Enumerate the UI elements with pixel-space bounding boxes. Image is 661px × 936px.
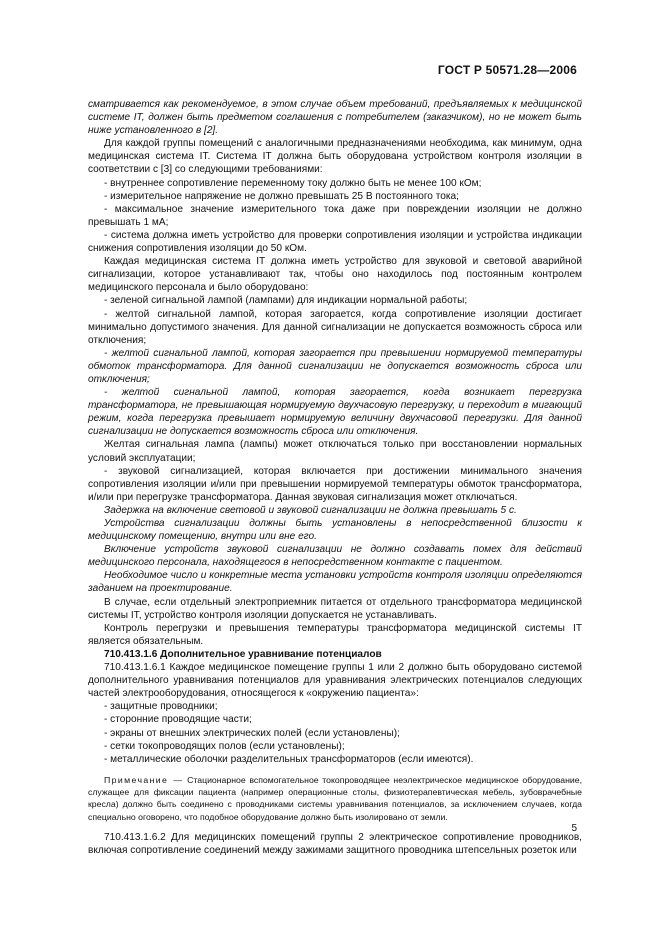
note-text: Стационарное вспомогательное токопроводящее неэлектрическое медицинское оборудование, служащее для фиксации пациента (например операционные столы, физиотерапевтическая мебель, зубоврачебные кресла) должно быть соединено с проводниками системы уравнивания потенциалов, за исключением случаев, когда специально оговорено, что подобное оборудование должно быть изолировано от земли. — [88, 774, 582, 822]
paragraph: - защитные проводники; — [104, 701, 218, 713]
paragraph: - экраны от внешних электрических полей (если установлены); — [104, 727, 400, 739]
paragraph: 710.413.1.6.1 Каждое медицинское помещение группы 1 или 2 должно быть оборудовано системой дополнительного уравнивания потенциалов для уравнивания электрических потенциалов следующих частей электрооборудования, относящегося к «окружению пациента»: — [88, 662, 582, 700]
paragraph: Контроль перегрузки и превышения температуры трансформатора медицинской системы IT является обязательным. — [88, 622, 582, 647]
paragraph: - измерительное напряжение не должно превышать 25 В постоянного тока; — [104, 190, 459, 202]
paragraph: - желтой сигнальной лампой, которая загорается, когда сопротивление изоляции достигает минимально допустимого значения. Для данной сигнализации не допускается возможность сброса или отключения; — [88, 308, 582, 346]
paragraph-list — [88, 98, 582, 766]
paragraph: - система должна иметь устройство для проверки сопротивления изоляции и устройства индикации снижения сопротивления изоляции до 50 кОм. — [88, 229, 582, 255]
paragraph: - сетки токопроводящих полов (если установлены); — [104, 740, 345, 752]
paragraph: Задержка на включение световой и звуковой сигнализации не должна превышать 5 с. — [104, 504, 517, 516]
paragraph: Для каждой группы помещений с аналогичными предназначениями необходима, как минимум, одна медицинская система IT. Система IT должна быть оборудована устройством контроля изоляции в соответствии с [3] со следующими требованиями: — [88, 138, 582, 176]
note-label: Примечание — — [104, 774, 184, 785]
note-paragraph — [88, 774, 582, 823]
paragraph: - желтой сигнальной лампой, которая загорается при превышении нормируемой температуры обмоток трансформатора. Для данной сигнализации не допускается возможность сброса или отключения; — [88, 347, 582, 385]
paragraph: Включение устройств звуковой сигнализации не должно создавать помех для действий медицинского персонала, находящегося в непосредственном контакте с пациентом. — [88, 544, 582, 569]
paragraph: - металлические оболочки разделительных трансформаторов (если имеются). — [104, 753, 474, 765]
paragraph: В случае, если отдельный электроприемник питается от отдельного трансформатора медицинской системы IT, устройство контроля изоляции допускается не устанавливать. — [88, 596, 582, 621]
paragraph: - сторонние проводящие части; — [104, 714, 252, 726]
document-body — [88, 98, 582, 857]
paragraph: Каждая медицинская система IT должна иметь устройство для звуковой и световой аварийной сигнализации, которое устанавливают так, чтобы оно находилось под постоянным контролем медицинского персонала и было оборудовано: — [88, 256, 582, 294]
paragraph: Желтая сигнальная лампа (лампы) может отключаться только при восстановлении нормальных условий эксплуатации; — [88, 439, 582, 464]
document-header: ГОСТ Р 50571.28—2006 — [437, 63, 577, 77]
paragraph: - максимальное значение измерительного тока даже при повреждении изоляции не должно превышать 1 мА; — [88, 203, 582, 228]
paragraph: сматривается как рекомендуемое, в этом случае объем требований, предъявляемых к медицинской системе IT, должен быть предметом соглашения с потребителем (заказчиком), но не может быть ниже установленного в [2]. — [88, 99, 582, 137]
paragraph: Устройства сигнализации должны быть установлены в непосредственной близости к медицинскому помещению, внутри или вне его. — [88, 518, 582, 543]
section-heading: 710.413.1.6 Дополнительное уравнивание потенциалов — [104, 648, 382, 660]
paragraph: - зеленой сигнальной лампой (лампами) для индикации нормальной работы; — [104, 295, 468, 307]
paragraph: - звуковой сигнализацией, которая включается при достижении минимального значения сопротивления изоляции и/или при превышении нормируемой температуры обмоток трансформатора, и/или при перегрузке трансформатора. Данная звуковая сигнализация может отключаться. — [88, 465, 582, 503]
paragraph: - внутреннее сопротивление переменному току должно быть не менее 100 кОм; — [104, 177, 482, 189]
paragraph: Необходимое число и конкретные места установки устройств контроля изоляции определяются заданием на проектирование. — [88, 570, 582, 595]
paragraph: - желтой сигнальной лампой, которая загорается, когда возникает перегрузка трансформатора, не превышающая нормируемую двухчасовую перегрузку, и переходит в мигающий режим, когда перегрузка превышает нормируемую величину двухчасовой перегрузки. Для данной сигнализации не допускается возможность сброса или отключения. — [88, 387, 582, 438]
final-paragraph: 710.413.1.6.2 Для медицинских помещений группы 2 электрическое сопротивление проводников, включая сопротивление соединений между зажимами защитного проводника штепсельных розеток или — [88, 831, 582, 857]
page-number: 5 — [571, 823, 577, 834]
